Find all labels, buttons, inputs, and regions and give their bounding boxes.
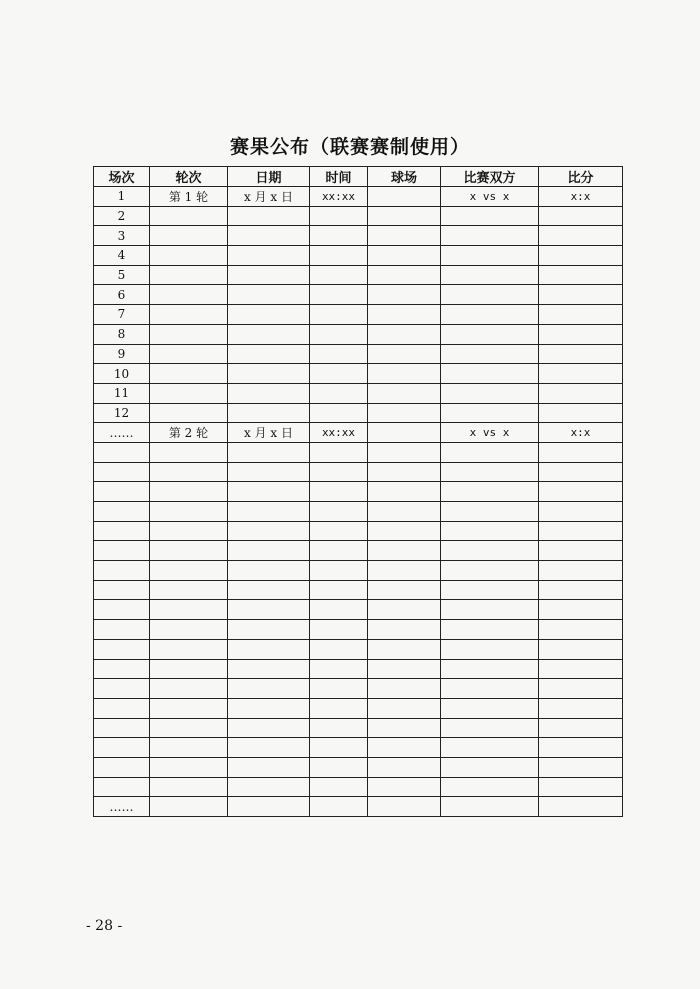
- cell-round: [150, 482, 228, 502]
- cell-time: [310, 679, 368, 699]
- table-row: [94, 580, 623, 600]
- cell-match-no: 10: [94, 364, 150, 384]
- cell-time: xx:xx: [310, 187, 368, 207]
- cell-time: [310, 285, 368, 305]
- cell-match-no: 5: [94, 265, 150, 285]
- table-row: [94, 482, 623, 502]
- cell-time: [310, 383, 368, 403]
- cell-time: [310, 797, 368, 817]
- table-row: [94, 403, 623, 423]
- table-row: [94, 383, 623, 403]
- cell-round: [150, 639, 228, 659]
- cell-match-no: [94, 620, 150, 640]
- cell-score: [539, 364, 623, 384]
- cell-venue: [368, 206, 441, 226]
- table-row: [94, 679, 623, 699]
- cell-teams: [441, 620, 539, 640]
- cell-time: [310, 600, 368, 620]
- cell-score: [539, 521, 623, 541]
- cell-score: [539, 324, 623, 344]
- cell-time: [310, 502, 368, 522]
- cell-time: [310, 364, 368, 384]
- cell-teams: [441, 659, 539, 679]
- table-row: [94, 757, 623, 777]
- cell-round: [150, 718, 228, 738]
- table-row: [94, 344, 623, 364]
- cell-venue: [368, 482, 441, 502]
- page-title: 赛果公布（联赛赛制使用）: [229, 136, 470, 158]
- cell-date: [228, 797, 310, 817]
- cell-teams: [441, 698, 539, 718]
- cell-venue: [368, 757, 441, 777]
- cell-match-no: [94, 718, 150, 738]
- table-row: [94, 423, 623, 443]
- cell-round: [150, 777, 228, 797]
- cell-match-no: [94, 738, 150, 758]
- cell-score: [539, 344, 623, 364]
- table-row: [94, 187, 623, 207]
- cell-score: [539, 580, 623, 600]
- cell-score: [539, 403, 623, 423]
- cell-teams: [441, 206, 539, 226]
- table-row: [94, 442, 623, 462]
- cell-date: [228, 698, 310, 718]
- cell-score: x:x: [539, 423, 623, 443]
- cell-score: [539, 462, 623, 482]
- table-row: [94, 541, 623, 561]
- cell-score: [539, 285, 623, 305]
- cell-match-no: [94, 679, 150, 699]
- cell-round: [150, 679, 228, 699]
- cell-score: [539, 600, 623, 620]
- cell-venue: [368, 187, 441, 207]
- cell-time: [310, 580, 368, 600]
- cell-match-no: 3: [94, 226, 150, 246]
- cell-venue: [368, 600, 441, 620]
- cell-match-no: 6: [94, 285, 150, 305]
- table-row: [94, 797, 623, 817]
- cell-round: [150, 738, 228, 758]
- cell-match-no: [94, 580, 150, 600]
- cell-time: [310, 462, 368, 482]
- cell-match-no: 1: [94, 187, 150, 207]
- cell-round: [150, 620, 228, 640]
- cell-date: [228, 364, 310, 384]
- cell-venue: [368, 502, 441, 522]
- cell-match-no: 2: [94, 206, 150, 226]
- header-venue: 球场: [368, 167, 441, 187]
- cell-venue: [368, 718, 441, 738]
- cell-time: [310, 344, 368, 364]
- cell-venue: [368, 580, 441, 600]
- cell-score: [539, 718, 623, 738]
- table-row: [94, 718, 623, 738]
- cell-date: [228, 265, 310, 285]
- table-row: [94, 521, 623, 541]
- cell-teams: [441, 226, 539, 246]
- cell-round: [150, 285, 228, 305]
- cell-teams: [441, 403, 539, 423]
- table-row: [94, 305, 623, 325]
- cell-date: [228, 482, 310, 502]
- cell-date: [228, 206, 310, 226]
- cell-venue: [368, 403, 441, 423]
- cell-teams: [441, 246, 539, 266]
- cell-date: [228, 639, 310, 659]
- header-match-no: 场次: [94, 167, 150, 187]
- cell-score: [539, 797, 623, 817]
- cell-venue: [368, 698, 441, 718]
- cell-venue: [368, 305, 441, 325]
- cell-venue: [368, 265, 441, 285]
- cell-date: x 月 x 日: [228, 187, 310, 207]
- cell-score: [539, 246, 623, 266]
- cell-venue: [368, 777, 441, 797]
- cell-round: [150, 797, 228, 817]
- cell-round: [150, 462, 228, 482]
- cell-score: [539, 383, 623, 403]
- results-table: [93, 166, 623, 817]
- cell-date: [228, 580, 310, 600]
- cell-score: [539, 698, 623, 718]
- cell-round: [150, 364, 228, 384]
- cell-teams: [441, 561, 539, 581]
- cell-round: 第 2 轮: [150, 423, 228, 443]
- cell-score: [539, 442, 623, 462]
- table-row: [94, 265, 623, 285]
- table-row: [94, 659, 623, 679]
- cell-date: [228, 620, 310, 640]
- cell-date: [228, 679, 310, 699]
- cell-time: [310, 442, 368, 462]
- cell-time: [310, 246, 368, 266]
- table-row: [94, 561, 623, 581]
- cell-score: [539, 561, 623, 581]
- cell-date: [228, 324, 310, 344]
- cell-round: [150, 698, 228, 718]
- cell-date: [228, 246, 310, 266]
- cell-score: [539, 482, 623, 502]
- cell-date: [228, 403, 310, 423]
- cell-match-no: [94, 600, 150, 620]
- cell-match-no: ……: [94, 797, 150, 817]
- cell-time: [310, 698, 368, 718]
- cell-score: x:x: [539, 187, 623, 207]
- cell-match-no: [94, 462, 150, 482]
- cell-match-no: [94, 777, 150, 797]
- cell-score: [539, 659, 623, 679]
- cell-venue: [368, 285, 441, 305]
- cell-match-no: [94, 442, 150, 462]
- cell-venue: [368, 541, 441, 561]
- cell-date: [228, 383, 310, 403]
- table-row: [94, 462, 623, 482]
- cell-venue: [368, 442, 441, 462]
- cell-teams: [441, 757, 539, 777]
- table-row: [94, 285, 623, 305]
- table-row: [94, 206, 623, 226]
- cell-date: [228, 285, 310, 305]
- cell-score: [539, 206, 623, 226]
- cell-round: [150, 561, 228, 581]
- cell-venue: [368, 226, 441, 246]
- cell-teams: [441, 600, 539, 620]
- cell-time: [310, 561, 368, 581]
- cell-teams: x vs x: [441, 423, 539, 443]
- cell-match-no: [94, 502, 150, 522]
- cell-time: [310, 305, 368, 325]
- cell-time: [310, 738, 368, 758]
- cell-match-no: ……: [94, 423, 150, 443]
- cell-round: [150, 305, 228, 325]
- cell-date: [228, 521, 310, 541]
- table-body: [94, 187, 623, 817]
- cell-date: [228, 541, 310, 561]
- cell-date: x 月 x 日: [228, 423, 310, 443]
- table-row: [94, 738, 623, 758]
- cell-venue: [368, 738, 441, 758]
- header-score: 比分: [539, 167, 623, 187]
- cell-time: [310, 265, 368, 285]
- cell-time: [310, 521, 368, 541]
- header-time: 时间: [310, 167, 368, 187]
- cell-round: [150, 206, 228, 226]
- cell-time: [310, 226, 368, 246]
- cell-venue: [368, 659, 441, 679]
- cell-teams: [441, 305, 539, 325]
- table-row: [94, 620, 623, 640]
- cell-match-no: 9: [94, 344, 150, 364]
- cell-round: [150, 541, 228, 561]
- cell-match-no: [94, 561, 150, 581]
- cell-score: [539, 738, 623, 758]
- cell-date: [228, 502, 310, 522]
- table-row: [94, 600, 623, 620]
- cell-score: [539, 639, 623, 659]
- table-row: [94, 364, 623, 384]
- cell-round: [150, 324, 228, 344]
- cell-score: [539, 502, 623, 522]
- cell-teams: [441, 521, 539, 541]
- cell-teams: [441, 580, 539, 600]
- cell-round: [150, 226, 228, 246]
- table-row: [94, 639, 623, 659]
- cell-time: [310, 620, 368, 640]
- cell-venue: [368, 246, 441, 266]
- cell-round: [150, 659, 228, 679]
- cell-match-no: [94, 639, 150, 659]
- cell-match-no: [94, 698, 150, 718]
- cell-score: [539, 226, 623, 246]
- cell-teams: [441, 502, 539, 522]
- cell-date: [228, 344, 310, 364]
- table-row: [94, 502, 623, 522]
- cell-teams: [441, 797, 539, 817]
- cell-venue: [368, 620, 441, 640]
- cell-score: [539, 620, 623, 640]
- cell-date: [228, 777, 310, 797]
- cell-round: [150, 344, 228, 364]
- cell-round: [150, 757, 228, 777]
- table-row: [94, 698, 623, 718]
- cell-date: [228, 738, 310, 758]
- cell-teams: [441, 718, 539, 738]
- cell-match-no: [94, 659, 150, 679]
- cell-match-no: [94, 521, 150, 541]
- cell-time: [310, 403, 368, 423]
- cell-round: [150, 502, 228, 522]
- cell-time: [310, 541, 368, 561]
- cell-score: [539, 265, 623, 285]
- cell-match-no: 4: [94, 246, 150, 266]
- header-date: 日期: [228, 167, 310, 187]
- cell-date: [228, 600, 310, 620]
- cell-venue: [368, 561, 441, 581]
- cell-round: [150, 265, 228, 285]
- cell-date: [228, 757, 310, 777]
- cell-score: [539, 305, 623, 325]
- table-row: [94, 324, 623, 344]
- cell-match-no: [94, 541, 150, 561]
- cell-venue: [368, 324, 441, 344]
- cell-venue: [368, 639, 441, 659]
- cell-date: [228, 718, 310, 738]
- cell-teams: [441, 462, 539, 482]
- cell-time: [310, 639, 368, 659]
- cell-round: 第 1 轮: [150, 187, 228, 207]
- cell-score: [539, 777, 623, 797]
- cell-teams: [441, 482, 539, 502]
- cell-date: [228, 561, 310, 581]
- cell-time: [310, 482, 368, 502]
- cell-round: [150, 600, 228, 620]
- cell-teams: [441, 777, 539, 797]
- cell-teams: [441, 679, 539, 699]
- cell-match-no: 11: [94, 383, 150, 403]
- table-row: [94, 246, 623, 266]
- page-number: - 28 -: [86, 918, 123, 934]
- cell-venue: [368, 344, 441, 364]
- cell-venue: [368, 383, 441, 403]
- cell-teams: [441, 383, 539, 403]
- cell-venue: [368, 521, 441, 541]
- cell-match-no: [94, 482, 150, 502]
- cell-match-no: 7: [94, 305, 150, 325]
- cell-round: [150, 442, 228, 462]
- cell-time: [310, 718, 368, 738]
- header-round: 轮次: [150, 167, 228, 187]
- cell-match-no: [94, 757, 150, 777]
- cell-venue: [368, 462, 441, 482]
- cell-score: [539, 679, 623, 699]
- cell-teams: [441, 344, 539, 364]
- cell-time: [310, 777, 368, 797]
- cell-teams: [441, 639, 539, 659]
- cell-round: [150, 403, 228, 423]
- cell-venue: [368, 797, 441, 817]
- cell-venue: [368, 364, 441, 384]
- cell-date: [228, 442, 310, 462]
- cell-round: [150, 246, 228, 266]
- cell-teams: [441, 324, 539, 344]
- cell-teams: [441, 541, 539, 561]
- table-row: [94, 777, 623, 797]
- cell-time: [310, 324, 368, 344]
- cell-time: [310, 206, 368, 226]
- cell-round: [150, 383, 228, 403]
- header-teams: 比赛双方: [441, 167, 539, 187]
- cell-date: [228, 659, 310, 679]
- cell-date: [228, 226, 310, 246]
- cell-teams: [441, 285, 539, 305]
- cell-teams: [441, 738, 539, 758]
- cell-teams: [441, 265, 539, 285]
- cell-time: [310, 659, 368, 679]
- cell-match-no: 12: [94, 403, 150, 423]
- cell-round: [150, 580, 228, 600]
- cell-round: [150, 521, 228, 541]
- cell-match-no: 8: [94, 324, 150, 344]
- cell-time: xx:xx: [310, 423, 368, 443]
- cell-date: [228, 462, 310, 482]
- cell-time: [310, 757, 368, 777]
- cell-score: [539, 757, 623, 777]
- table-row: [94, 226, 623, 246]
- cell-teams: x vs x: [441, 187, 539, 207]
- table-header-row: [94, 167, 623, 187]
- cell-teams: [441, 364, 539, 384]
- cell-venue: [368, 679, 441, 699]
- cell-date: [228, 305, 310, 325]
- cell-score: [539, 541, 623, 561]
- cell-venue: [368, 423, 441, 443]
- cell-teams: [441, 442, 539, 462]
